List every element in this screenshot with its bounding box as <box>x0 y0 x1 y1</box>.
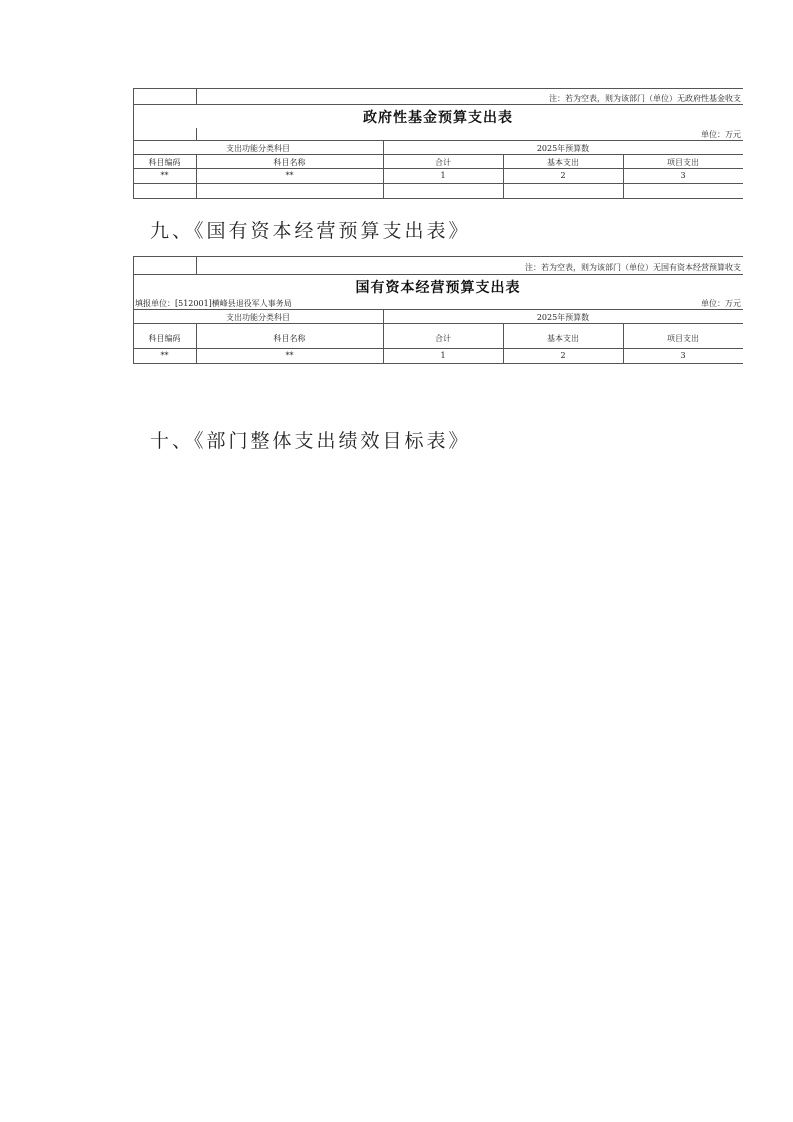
table-note: 注：若为空表，则为该部门（单位）无政府性基金收支 <box>549 94 741 103</box>
table-cell: 3 <box>680 171 686 180</box>
column-header: 科目名称 <box>273 158 306 167</box>
column-header: 科目名称 <box>273 334 306 343</box>
filler-unit: 填报单位：[512001]横峰县退役军人事务局 <box>135 299 292 308</box>
table-cell: 2 <box>560 351 566 360</box>
group-header-budget: 2025年预算数 <box>536 313 590 322</box>
table-cell: 1 <box>440 351 446 360</box>
column-header: 科目编码 <box>148 334 181 343</box>
table-cell: 3 <box>680 351 686 360</box>
state-capital-budget-table <box>133 256 743 366</box>
column-header: 合计 <box>435 334 451 343</box>
table-title: 国有资本经营预算支出表 <box>355 280 521 296</box>
table-cell: ** <box>285 351 294 360</box>
column-header: 基本支出 <box>547 334 579 343</box>
group-header-subject: 支出功能分类科目 <box>226 313 290 322</box>
table-cell: 2 <box>560 171 566 180</box>
table-cell: ** <box>160 171 169 180</box>
column-header: 科目编码 <box>148 158 181 167</box>
column-header: 项目支出 <box>667 334 699 343</box>
section-heading-9: 九、《国有资本经营预算支出表》 <box>150 220 471 242</box>
table-cell: ** <box>160 351 169 360</box>
unit-label: 单位：万元 <box>701 299 741 308</box>
table-cell: 1 <box>440 171 446 180</box>
unit-label: 单位：万元 <box>701 130 741 139</box>
group-header-subject: 支出功能分类科目 <box>226 144 290 153</box>
group-header-budget: 2025年预算数 <box>536 144 590 153</box>
table-note: 注：若为空表，则为该部门（单位）无国有资本经营预算收支 <box>525 263 741 272</box>
government-fund-budget-table <box>133 88 743 200</box>
table-cell: ** <box>285 171 294 180</box>
column-header: 合计 <box>435 158 451 167</box>
column-header: 基本支出 <box>547 158 579 167</box>
section-heading-10: 十、《部门整体支出绩效目标表》 <box>150 430 471 452</box>
column-header: 项目支出 <box>667 158 699 167</box>
table-title: 政府性基金预算支出表 <box>363 110 513 126</box>
